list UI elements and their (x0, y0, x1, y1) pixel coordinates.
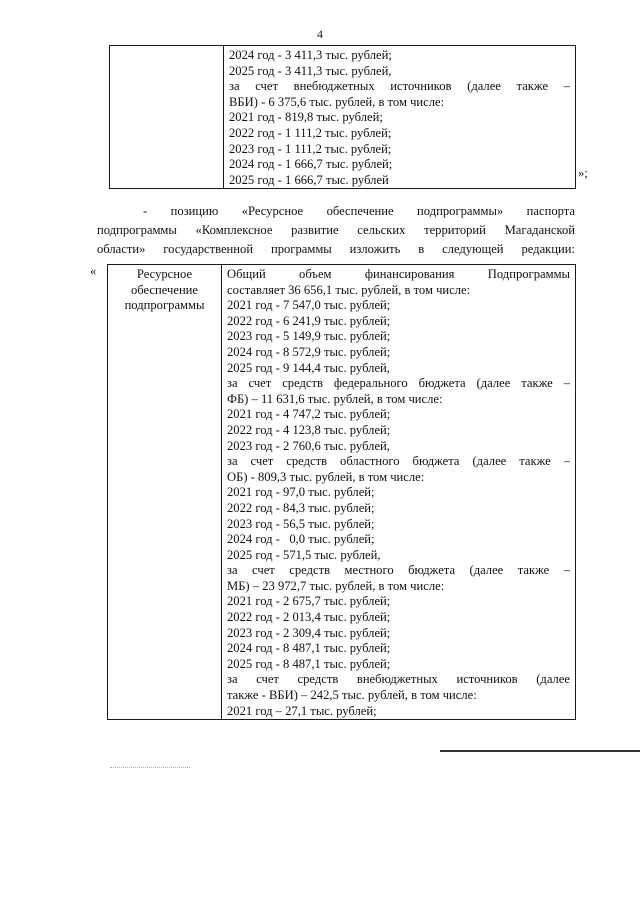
funding-line: 2025 год - 3 411,3 тыс. рублей, (229, 63, 392, 78)
funding-line: 2025 год - 571,5 тыс. рублей, (227, 547, 381, 562)
funding-line: 2024 год - 1 666,7 тыс. рублей; (229, 157, 393, 172)
amendment-paragraph-line: области» государственной программы изложить в следующей редакции: (97, 242, 575, 256)
page-number: 4 (317, 27, 323, 41)
funding-line: 2022 год - 4 123,8 тыс. рублей; (227, 422, 391, 437)
funding-line: ВБИ) - 6 375,6 тыс. рублей, в том числе: (229, 94, 445, 109)
funding-line: 2024 год - 8 572,9 тыс. рублей; (227, 344, 391, 359)
label-line: Ресурсное (136, 267, 193, 281)
funding-line: за счет внебюджетных источников (далее также – (229, 79, 570, 94)
label-line: обеспечение (130, 282, 199, 297)
funding-line: 2024 год - 3 411,3 тыс. рублей; (229, 48, 392, 62)
funding-line: 2023 год - 2 760,6 тыс. рублей, (227, 438, 390, 453)
funding-line: 2024 год - 8 487,1 тыс. рублей; (227, 641, 391, 656)
funding-line: 2023 год - 2 309,4 тыс. рублей; (227, 625, 391, 640)
funding-table-value-cell (224, 46, 576, 189)
amendment-paragraph-line: подпрограммы «Комплексное развитие сельских территорий Магаданской (97, 223, 575, 237)
funding-line: 2022 год - 6 241,9 тыс. рублей; (227, 313, 391, 328)
funding-line: 2021 год – 27,1 тыс. рублей; (227, 703, 377, 718)
funding-line: 2021 год - 97,0 тыс. рублей; (227, 485, 375, 500)
funding-line: 2023 год - 56,5 тыс. рублей; (227, 516, 375, 531)
funding-line: за счет средств областного бюджета (далее также – (227, 454, 570, 469)
funding-line: 2021 год - 4 747,2 тыс. рублей; (227, 407, 391, 422)
funding-line: ОБ) - 809,3 тыс. рублей, в том числе: (227, 469, 425, 484)
funding-line: МБ) – 23 972,7 тыс. рублей, в том числе: (227, 578, 445, 593)
funding-line: 2021 год - 7 547,0 тыс. рублей; (227, 298, 391, 313)
funding-line: 2021 год - 819,8 тыс. рублей; (229, 110, 383, 125)
funding-line: 2023 год - 1 111,2 тыс. рублей; (229, 141, 392, 156)
funding-line: 2024 год - 0,0 тыс. рублей; (227, 532, 375, 547)
funding-line: 2022 год - 2 013,4 тыс. рублей; (227, 610, 391, 625)
funding-line: 2025 год - 9 144,4 тыс. рублей, (227, 360, 390, 375)
funding-line: 2025 год - 8 487,1 тыс. рублей; (227, 656, 391, 671)
funding-line: Общий объем финансирования Подпрограммы (227, 267, 570, 281)
funding-line: 2022 год - 1 111,2 тыс. рублей; (229, 125, 392, 140)
funding-line: 2022 год - 84,3 тыс. рублей; (227, 500, 375, 515)
funding-line: 2021 год - 2 675,7 тыс. рублей; (227, 594, 391, 609)
funding-line: 2025 год - 1 666,7 тыс. рублей (229, 172, 389, 187)
funding-line: ФБ) – 11 631,6 тыс. рублей, в том числе: (227, 391, 443, 406)
closing-quote: »; (578, 166, 588, 180)
scan-artifact-dots (110, 767, 190, 769)
funding-table-continued (109, 45, 576, 189)
funding-line: за счет средств местного бюджета (далее также – (227, 563, 570, 578)
scan-artifact-line (440, 750, 640, 752)
funding-line: также - ВБИ) – 242,5 тыс. рублей, в том числе: (227, 688, 477, 703)
amendment-paragraph-line: - позицию «Ресурсное обеспечение подпрограммы» паспорта (143, 204, 575, 218)
funding-line: 2023 год - 5 149,9 тыс. рублей; (227, 329, 391, 344)
resource-provision-value-cell (222, 265, 576, 720)
funding-table-label-cell (110, 46, 224, 189)
opening-quote: « (90, 264, 97, 278)
funding-line: за счет средств федерального бюджета (далее также – (227, 376, 570, 391)
funding-line: за счет средств внебюджетных источников (далее (227, 672, 570, 687)
resource-provision-label-cell (108, 265, 222, 720)
label-line: подпрограммы (124, 298, 205, 313)
resource-provision-table (107, 264, 576, 720)
funding-line: составляет 36 656,1 тыс. рублей, в том числе: (227, 282, 471, 297)
